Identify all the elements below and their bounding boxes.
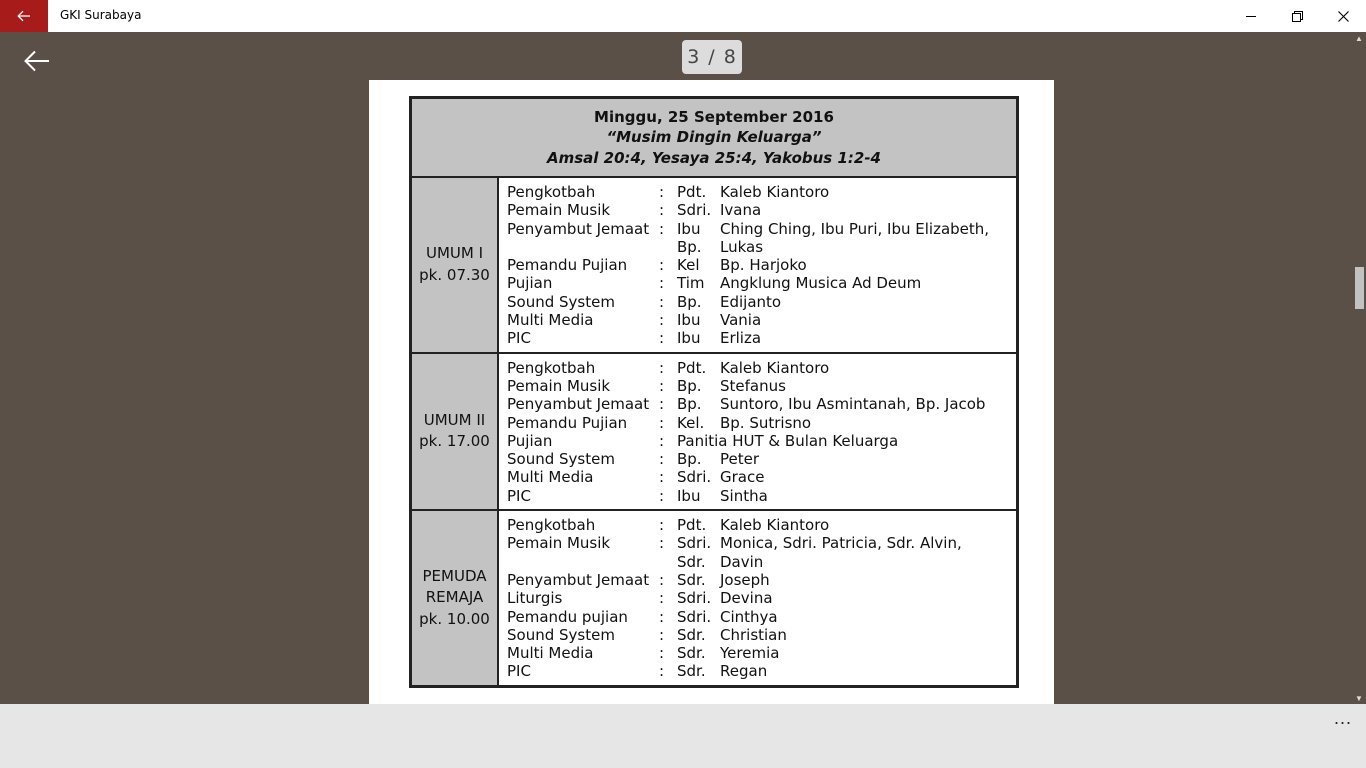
minimize-button[interactable]: [1228, 0, 1274, 32]
scroll-up-icon[interactable]: ▲: [1355, 33, 1363, 43]
vertical-scrollbar[interactable]: [1352, 32, 1366, 704]
duty-row: Pemandu Pujian : Kel. Bp. Sutrisno: [507, 413, 812, 432]
duty-row: Multi Media : Ibu Vania: [507, 311, 762, 330]
service-pemuda-remaja: [412, 511, 1016, 685]
duty-row: Penyambut Jemaat : Ibu Ching Ching, Ibu Puri, Ibu Elizabeth,: [507, 219, 990, 238]
service-duty-list: [499, 354, 1016, 509]
duty-row: Sound System : Bp. Peter: [507, 450, 760, 469]
duty-row: PIC : Sdr. Regan: [507, 662, 768, 681]
title-back-button[interactable]: [0, 0, 48, 32]
title-bar: [0, 0, 1366, 32]
restore-button[interactable]: [1274, 0, 1320, 32]
header-scripture: Amsal 20:4, Yesaya 25:4, Yakobus 1:2-4: [547, 148, 881, 167]
close-icon: [1338, 11, 1349, 22]
duty-row: Liturgis : Sdri. Devina: [507, 589, 773, 608]
scrollbar-thumb[interactable]: [1355, 267, 1364, 309]
service-duty-list: [499, 511, 1016, 685]
window-title: GKI Surabaya: [60, 8, 142, 22]
duty-row: PIC : Ibu Erliza: [507, 329, 762, 348]
service-name-2: REMAJA: [425, 588, 484, 607]
duty-row: PIC : Ibu Sintha: [507, 486, 768, 505]
schedule-table: [409, 96, 1019, 688]
duty-row: Pemandu Pujian : Kel Bp. Harjoko: [507, 256, 807, 275]
page-back-button[interactable]: [20, 46, 54, 76]
service-time: pk. 17.00: [419, 432, 490, 451]
service-label: [412, 178, 499, 352]
total-pages: 8: [723, 46, 737, 68]
page-separator: /: [708, 46, 716, 68]
service-umum-2: [412, 354, 1016, 511]
service-duty-list: [499, 178, 1016, 352]
duty-row: Pemandu pujian : Sdri. Cinthya: [507, 607, 778, 626]
arrow-left-icon: [17, 10, 31, 22]
duty-row: Penyambut Jemaat : Bp. Suntoro, Ibu Asmintanah, Bp. Jacob: [507, 395, 986, 414]
minimize-icon: [1246, 11, 1256, 21]
app-bar: [0, 704, 1366, 768]
duty-row: Pengkotbah : Pdt. Kaleb Kiantoro: [507, 516, 830, 535]
arrow-left-icon: [24, 50, 50, 72]
duty-row: Pengkotbah : Pdt. Kaleb Kiantoro: [507, 183, 830, 201]
current-page: 3: [687, 46, 701, 68]
page-counter: [682, 40, 742, 74]
document-page: [369, 80, 1054, 704]
duty-row: Pemain Musik : Sdri. Ivana: [507, 201, 762, 220]
duty-row: Sound System : Sdr. Christian: [507, 625, 787, 644]
duty-row: Pujian : Panitia HUT & Bulan Keluarga: [507, 431, 899, 450]
header-theme: “Musim Dingin Keluarga”: [606, 128, 822, 147]
pdf-viewer[interactable]: [0, 32, 1366, 704]
duty-row: Sdr. Davin: [677, 552, 764, 571]
duty-row: Pemain Musik : Sdri. Monica, Sdri. Patricia, Sdr. Alvin,: [507, 534, 962, 553]
duty-row: Multi Media : Sdri. Grace: [507, 468, 765, 487]
service-label: [412, 511, 499, 685]
duty-row: Sound System : Bp. Edijanto: [507, 292, 782, 311]
duty-row: Bp. Lukas: [677, 237, 764, 256]
close-button[interactable]: [1320, 0, 1366, 32]
more-options-button[interactable]: ...: [1333, 708, 1352, 728]
duty-row: Pujian : Tim Angklung Musica Ad Deum: [507, 274, 922, 293]
service-name: PEMUDA: [422, 566, 487, 585]
service-name: UMUM I: [425, 244, 484, 263]
service-name: UMUM II: [423, 410, 486, 429]
scroll-down-icon[interactable]: ▼: [1355, 693, 1363, 703]
header-date: Minggu, 25 September 2016: [594, 107, 834, 126]
duty-row: Multi Media : Sdr. Yeremia: [507, 644, 780, 663]
service-time: pk. 10.00: [419, 609, 490, 628]
service-umum-1: [412, 178, 1016, 354]
service-time: pk. 07.30: [419, 265, 490, 284]
restore-icon: [1292, 11, 1303, 22]
duty-row: Pengkotbah : Pdt. Kaleb Kiantoro: [507, 358, 830, 377]
schedule-header: [412, 99, 1016, 178]
duty-row: Penyambut Jemaat : Sdr. Joseph: [507, 570, 770, 589]
service-label: [412, 354, 499, 509]
duty-row: Pemain Musik : Bp. Stefanus: [507, 376, 786, 395]
